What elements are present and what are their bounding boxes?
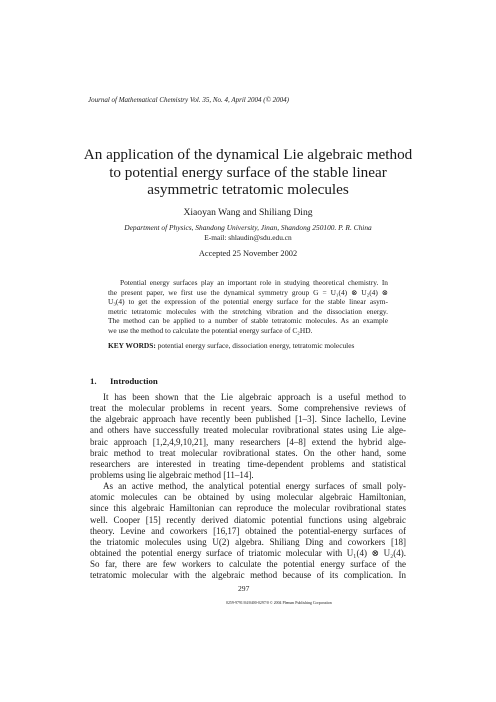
body-line: braic approach [1,2,4,9,10,21], many researchers [4–8] extend the hybrid alge-	[90, 436, 406, 447]
keywords	[108, 341, 398, 350]
body-line: treat the molecular problems in recent years. Some comprehensive reviews of	[90, 403, 406, 414]
body-line: tetratomic molecular with the algebraic method because of its complication. In	[90, 570, 406, 581]
abstract-line: metric tetratomic molecules with the stretching vibration and the dissociation energy.	[108, 306, 388, 316]
copyright-line: 0259-9791/04/0400-0297/0 © 2004 Plenum Publishing Corporation	[226, 601, 332, 605]
body-line: obtained the potential energy surface of triatomic molecular with U₁(4) ⊗ U₂(4).	[90, 547, 406, 558]
body-line: As an active method, the analytical potential energy surfaces of small poly-	[103, 481, 406, 492]
body-line: braic method to treat molecular rovibrational states. On the other hand, some	[90, 447, 406, 458]
abstract-line: Potential energy surfaces play an important role in studying theoretical chemistry. In	[120, 278, 388, 287]
abstract-line: The method can be applied to a number of stable tetratomic molecules. As an example	[108, 316, 388, 326]
section-title: Introduction	[110, 376, 158, 386]
section-number: 1.	[90, 376, 97, 386]
body-text	[90, 392, 406, 581]
body-line: atomic molecules can be obtained by using molecular algebraic Hamiltonian,	[90, 492, 406, 503]
body-line: problems using lie algebraic method [11–14].	[90, 469, 254, 480]
body-line: So far, there are few workers to calculate the potential energy surface of the	[90, 559, 406, 570]
body-line: well. Cooper [15] recently derived diatomic potential functions using algebraic	[90, 514, 406, 525]
keywords-text: potential energy surface, dissociation energy, tetratomic molecules	[157, 341, 355, 350]
keywords-label: KEY WORDS:	[108, 341, 156, 350]
journal-citation: Journal of Mathematical Chemistry Vol. 35, No. 4, April 2004 (© 2004)	[88, 96, 289, 104]
abstract-line: the present paper, we first use the dynamical symmetry group G = U₁(4) ⊗ U₂(4) ⊗	[108, 287, 388, 297]
title-line: asymmetric tetratomic molecules	[147, 181, 349, 198]
accepted-date: Accepted 25 November 2002	[198, 249, 298, 258]
title-line: An application of the dynamical Lie algebraic method	[83, 146, 413, 163]
body-line: the algebraic approach have recently been published [1–3]. Since Iachello, Levine	[90, 414, 406, 425]
body-line: theory. Levine and coworkers [16,17] obtained the potential-energy surfaces of	[90, 525, 406, 536]
body-line: and others have successfully treated molecular rovibrational states using Lie alge-	[90, 425, 406, 436]
body-line: researchers are interested in treating time-dependent problems and statistical	[90, 458, 406, 469]
body-line: since this algebraic Hamiltonian can reproduce the molecular rovibrational states	[90, 503, 406, 514]
author-email: E-mail: shlaudin@sdu.edu.cn	[204, 233, 292, 242]
author-list: Xiaoyan Wang and Shiliang Ding	[183, 207, 313, 218]
section-heading	[90, 376, 158, 386]
article-title	[60, 146, 436, 199]
abstract-line: U₃(4) to get the expression of the potential energy surface for the stable linear asym-	[108, 297, 388, 307]
author-affiliation: Department of Physics, Shandong University, Jinan, Shandong 250100. P. R. China	[124, 223, 372, 232]
abstract-line: we use the method to calculate the potential energy surface of C₂HD.	[108, 325, 313, 335]
abstract	[108, 278, 388, 336]
title-line: to potential energy surface of the stable linear	[109, 163, 387, 181]
body-line: It has been shown that the Lie algebraic approach is a useful method to	[103, 392, 406, 402]
page-number: 297	[238, 584, 250, 593]
body-line: the triatomic molecules using U(2) algebra. Shiliang Ding and coworkers [18]	[90, 536, 406, 547]
